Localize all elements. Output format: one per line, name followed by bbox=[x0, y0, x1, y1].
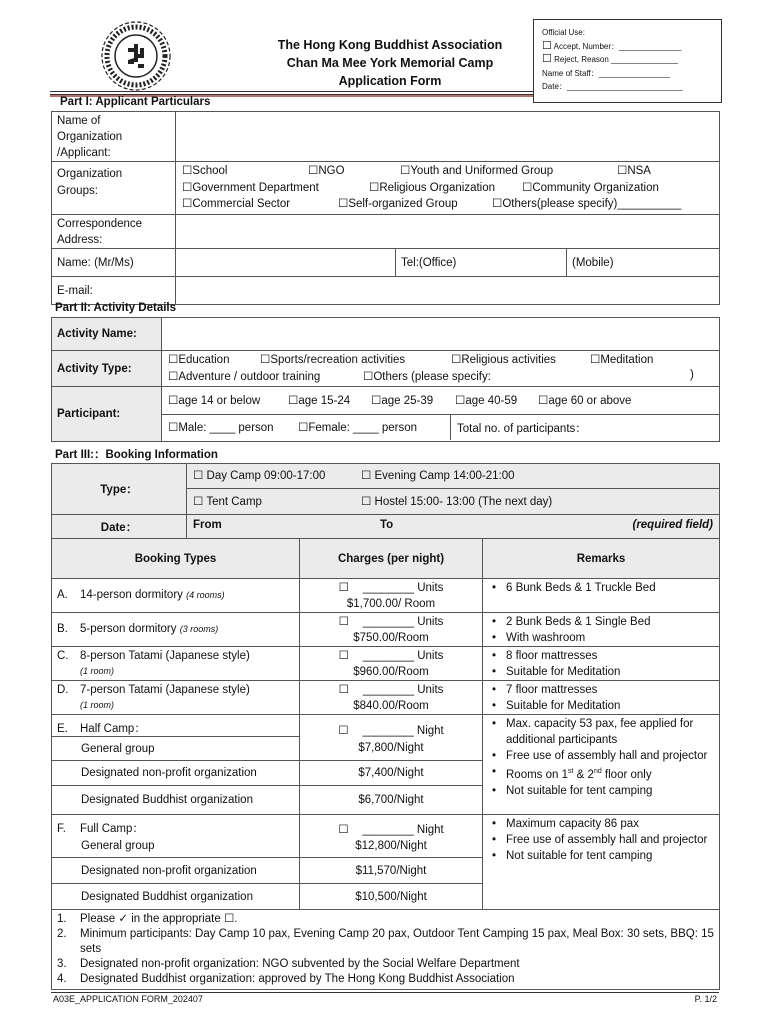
official-use-box bbox=[533, 19, 722, 103]
group-ngo[interactable]: ☐ NGO bbox=[308, 163, 345, 177]
full-buddhist-price: $10,500/Night bbox=[300, 884, 483, 910]
date-to-field[interactable]: To bbox=[380, 518, 394, 531]
type-religious[interactable]: ☐ Religious activities bbox=[451, 352, 556, 366]
checkmark-icon: ✓ bbox=[118, 913, 129, 925]
room-remarks-cell bbox=[483, 647, 720, 681]
male-count[interactable]: ☐ Male: ____ person bbox=[168, 420, 274, 434]
total-participants[interactable]: Total no. of participants： bbox=[457, 423, 587, 435]
org-name-input[interactable] bbox=[176, 112, 720, 162]
room-remark: • Suitable for Meditation bbox=[488, 698, 714, 714]
full-general-label: General group bbox=[52, 836, 300, 858]
activity-name-input[interactable] bbox=[162, 318, 720, 351]
type-others[interactable]: ☐ Others (please specify: bbox=[363, 369, 491, 383]
activity-type-label: Activity Type: bbox=[52, 351, 162, 387]
type-sports[interactable]: ☐ Sports/recreation activities bbox=[260, 352, 405, 366]
evening-camp-option[interactable]: ☐ Evening Camp 14:00-21:00 bbox=[361, 468, 515, 482]
full-remark-hall: • Free use of assembly hall and projector bbox=[488, 832, 714, 848]
room-units-cell[interactable] bbox=[300, 647, 483, 681]
age-15-24[interactable]: ☐ age 15-24 bbox=[288, 393, 350, 407]
col-charges: Charges (per night) bbox=[300, 539, 483, 579]
note-4: 4. Designated Buddhist organization: approved by The Hong Kong Buddhist Association bbox=[57, 973, 515, 985]
room-remark: • 7 floor mattresses bbox=[488, 682, 714, 698]
room-units-cell[interactable] bbox=[300, 613, 483, 647]
room-remarks-cell bbox=[483, 613, 720, 647]
hostel-option[interactable]: ☐ Hostel 15:00- 13:00 (The next day) bbox=[361, 494, 552, 508]
half-nonprofit-label: Designated non-profit organization bbox=[52, 761, 300, 786]
org-groups-label: Organization Groups: bbox=[57, 168, 123, 197]
activity-name-label: Activity Name: bbox=[52, 318, 162, 351]
part2-table bbox=[51, 317, 720, 442]
full-camp-nights[interactable]: ☐ ________ Night bbox=[300, 815, 483, 836]
org-name: The Hong Kong Buddhist Association bbox=[277, 38, 503, 52]
footer-divider bbox=[51, 992, 719, 993]
room-units: ________ Units bbox=[362, 683, 444, 696]
full-general-price: $12,800/Night bbox=[300, 836, 483, 858]
full-nonprofit-price: $11,570/Night bbox=[300, 858, 483, 884]
room-units: ________ Units bbox=[362, 581, 444, 594]
room-units-cell[interactable] bbox=[300, 579, 483, 613]
group-government[interactable]: ☐ Government Department bbox=[182, 180, 319, 194]
room-letter: A. bbox=[57, 589, 68, 601]
room-price: $1,700.00/ Room bbox=[346, 597, 436, 610]
half-camp-nights[interactable]: ☐ ________ Night bbox=[300, 715, 483, 737]
group-nsa[interactable]: ☐ NSA bbox=[617, 163, 651, 177]
part1-heading: Part I: Applicant Particulars bbox=[60, 96, 211, 108]
age-14-below[interactable]: ☐ age 14 or below bbox=[168, 393, 260, 407]
room-remark: • 8 floor mattresses bbox=[488, 648, 714, 664]
part3-heading: Part III:：Booking Information bbox=[55, 449, 218, 461]
room-name: 5-person dormitory bbox=[80, 623, 177, 635]
date-from-field[interactable]: From bbox=[193, 518, 222, 531]
room-type-cell bbox=[52, 579, 300, 613]
page-number: P. 1/2 bbox=[694, 994, 717, 1004]
room-remark: • 6 Bunk Beds & 1 Truckle Bed bbox=[488, 580, 714, 596]
tel-office-field[interactable]: Tel:(Office) bbox=[396, 249, 567, 277]
group-religious[interactable]: ☐ Religious Organization bbox=[369, 180, 495, 194]
mobile-field[interactable]: (Mobile) bbox=[567, 249, 720, 277]
type-meditation[interactable]: ☐ Meditation bbox=[590, 352, 653, 366]
full-buddhist-label: Designated Buddhist organization bbox=[52, 884, 300, 910]
name-input[interactable] bbox=[176, 249, 396, 277]
camp-name: Chan Ma Mee York Memorial Camp bbox=[286, 56, 494, 70]
female-count[interactable]: ☐ Female: ____ person bbox=[298, 420, 417, 434]
room-row bbox=[52, 613, 720, 647]
name-label: Name: (Mr/Ms) bbox=[52, 249, 176, 277]
age-40-59[interactable]: ☐ age 40-59 bbox=[455, 393, 517, 407]
note-2: 2. Minimum participants: Day Camp 10 pax, Evening Camp 20 pax, Outdoor Tent Camping 15 pax, Meal Box: 30 sets, BBQ: 15 sets bbox=[57, 928, 714, 955]
room-name: 8-person Tatami (Japanese style) bbox=[80, 649, 250, 662]
age-60-above[interactable]: ☐ age 60 or above bbox=[538, 393, 631, 407]
room-remark: • 2 Bunk Beds & 1 Single Bed bbox=[488, 614, 714, 630]
half-remark-capacity: • Max. capacity 53 pax, fee applied for additional participants bbox=[488, 716, 714, 748]
official-use-title: Official Use: bbox=[542, 28, 585, 37]
type-adventure[interactable]: ☐ Adventure / outdoor training bbox=[168, 369, 320, 383]
room-letter: B. bbox=[57, 623, 68, 635]
address-input[interactable] bbox=[176, 215, 720, 249]
room-letter: D. bbox=[57, 683, 69, 696]
room-units: ________ Units bbox=[362, 649, 444, 662]
full-camp-remarks bbox=[483, 815, 720, 910]
note-1: 1. Please ✓ in the appropriate ☐. bbox=[57, 913, 238, 925]
full-camp-letter: F. bbox=[57, 822, 66, 835]
booking-types-table bbox=[51, 538, 720, 990]
col-remarks: Remarks bbox=[483, 539, 720, 579]
half-buddhist-price: $6,700/Night bbox=[300, 786, 483, 815]
half-camp-title: Half Camp： bbox=[80, 723, 146, 735]
participant-label: Participant: bbox=[52, 387, 162, 442]
staff-label: Name of Staff：________________ bbox=[542, 68, 670, 78]
org-name-label: Name of Organization /Applicant: bbox=[57, 115, 123, 159]
reject-label: Reject, Reason _______________ bbox=[554, 55, 678, 64]
accept-checkbox[interactable]: ☐ bbox=[542, 39, 552, 52]
part1-table bbox=[51, 111, 720, 305]
group-commercial[interactable]: ☐ Commercial Sector bbox=[182, 196, 290, 210]
room-remarks-cell bbox=[483, 579, 720, 613]
half-camp-letter: E. bbox=[57, 723, 68, 735]
half-remark-tent: • Not suitable for tent camping bbox=[488, 783, 714, 799]
room-row bbox=[52, 579, 720, 613]
room-units-cell[interactable] bbox=[300, 681, 483, 715]
email-label: E-mail: bbox=[52, 277, 176, 305]
room-type-cell bbox=[52, 681, 300, 715]
room-name: 14-person dormitory bbox=[80, 589, 183, 601]
room-note: (1 room) bbox=[80, 699, 115, 710]
room-remarks-cell bbox=[483, 681, 720, 715]
checkbox-icon: ☐ bbox=[223, 913, 235, 925]
room-remark: • Suitable for Meditation bbox=[488, 664, 714, 680]
room-note: (3 rooms) bbox=[179, 624, 219, 634]
required-note: (required field) bbox=[632, 518, 713, 531]
type-education[interactable]: ☐ Education bbox=[168, 352, 229, 366]
room-units: ________ Units bbox=[362, 615, 444, 628]
full-camp-title: Full Camp： bbox=[80, 822, 144, 835]
half-general-price: $7,800/Night bbox=[300, 737, 483, 761]
date-label: Date：__________________________ bbox=[542, 82, 683, 91]
part3-top-table bbox=[51, 463, 720, 539]
half-buddhist-label: Designated Buddhist organization bbox=[52, 786, 300, 815]
age-25-39[interactable]: ☐ age 25-39 bbox=[371, 393, 433, 407]
room-type-cell bbox=[52, 647, 300, 681]
half-remark-rooms: • Rooms on 1st & 2nd floor only bbox=[488, 764, 714, 783]
group-community[interactable]: ☐ Community Organization bbox=[522, 180, 659, 194]
full-remark-tent: • Not suitable for tent camping bbox=[488, 848, 714, 864]
type-label: Type： bbox=[52, 464, 187, 515]
full-remark-capacity: • Maximum capacity 86 pax bbox=[488, 816, 714, 832]
group-school[interactable]: ☐ School bbox=[182, 163, 227, 177]
room-price: $960.00/Room bbox=[353, 665, 429, 678]
full-nonprofit-label: Designated non-profit organization bbox=[52, 858, 300, 884]
half-camp-remarks bbox=[483, 715, 720, 815]
group-youth[interactable]: ☐ Youth and Uniformed Group bbox=[400, 163, 553, 177]
form-code: A03E_APPLICATION FORM_202407 bbox=[53, 994, 203, 1004]
room-letter: C. bbox=[57, 649, 69, 662]
group-self-organized[interactable]: ☐ Self-organized Group bbox=[338, 196, 458, 210]
date-label: Date： bbox=[52, 515, 187, 539]
part2-heading: Part II: Activity Details bbox=[55, 302, 177, 314]
day-camp-option[interactable]: ☐ Day Camp 09:00-17:00 bbox=[193, 468, 325, 482]
room-note: (4 rooms) bbox=[186, 590, 225, 600]
address-label: Correspondence Address: bbox=[57, 217, 143, 246]
room-remark: • With washroom bbox=[488, 630, 714, 646]
note-3: 3. Designated non-profit organization: NGO subvented by the Social Welfare Department bbox=[57, 958, 520, 970]
col-booking-types: Booking Types bbox=[52, 539, 300, 579]
room-row bbox=[52, 647, 720, 681]
room-note: (1 room) bbox=[80, 665, 115, 676]
room-price: $750.00/Room bbox=[353, 631, 429, 644]
accept-label: Accept, Number：______________ bbox=[553, 41, 682, 51]
half-nonprofit-price: $7,400/Night bbox=[300, 761, 483, 786]
room-name: 7-person Tatami (Japanese style) bbox=[80, 683, 250, 696]
room-row bbox=[52, 681, 720, 715]
half-remark-hall: • Free use of assembly hall and projector bbox=[488, 748, 714, 764]
room-price: $840.00/Room bbox=[353, 699, 429, 712]
association-logo bbox=[100, 20, 172, 92]
tent-camp-option[interactable]: ☐ Tent Camp bbox=[193, 494, 262, 508]
reject-checkbox[interactable]: ☐ bbox=[542, 53, 552, 65]
form-title: Application Form bbox=[338, 74, 442, 88]
type-others-close: ) bbox=[690, 368, 694, 381]
notes-box bbox=[52, 910, 720, 990]
email-input[interactable] bbox=[176, 277, 720, 305]
group-others[interactable]: ☐ Others(please specify)__________ bbox=[492, 196, 681, 210]
room-type-cell bbox=[52, 613, 300, 647]
half-general-label: General group bbox=[52, 737, 300, 761]
